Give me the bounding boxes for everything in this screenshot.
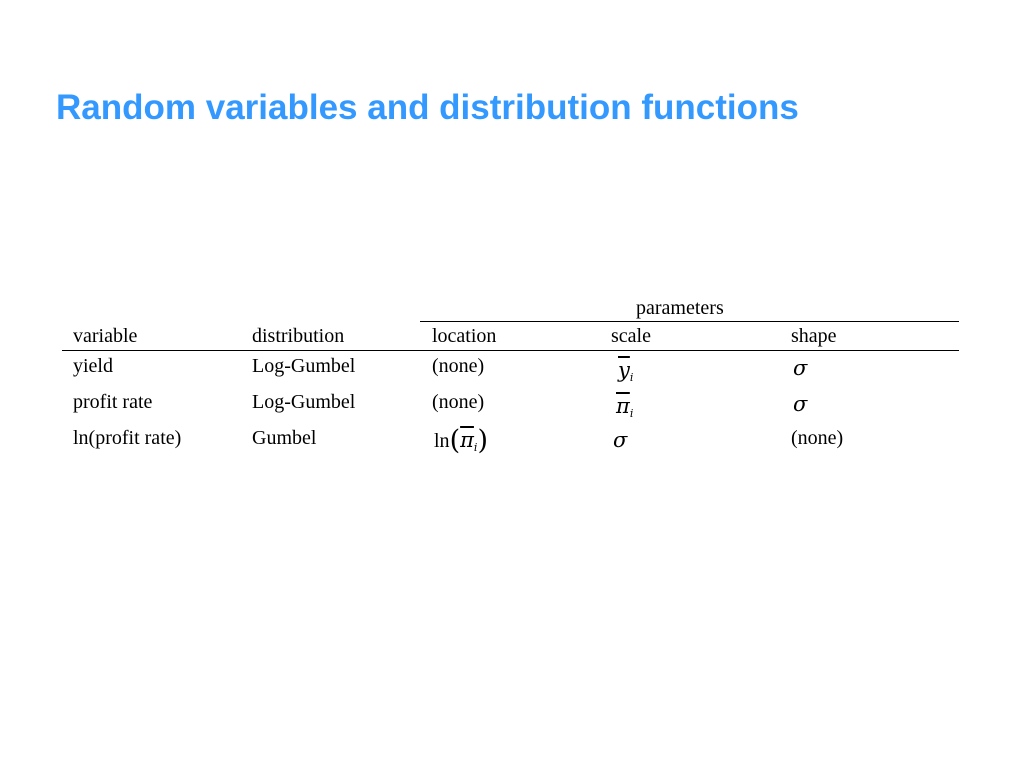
header-distribution: distribution xyxy=(252,325,345,347)
parameters-rule xyxy=(420,321,959,322)
row-variable: yield xyxy=(73,355,113,377)
row-shape: (none) xyxy=(791,427,844,449)
scale-symbol: $\overline{\pi}$ xyxy=(616,394,630,418)
row-distribution: Log-Gumbel xyxy=(252,355,356,377)
row-variable: profit rate xyxy=(73,391,153,413)
scale-subscript: i xyxy=(629,407,634,420)
row-shape-formula: σ xyxy=(793,356,808,380)
location-symbol: $\overline{\pi}$ xyxy=(460,428,474,452)
header-rule xyxy=(62,350,959,351)
slide-title: Random variables and distribution functions xyxy=(56,88,799,127)
row-location-formula xyxy=(434,425,488,460)
row-shape-formula: σ xyxy=(793,392,808,416)
row-variable: ln(profit rate) xyxy=(73,427,182,449)
header-scale: scale xyxy=(611,325,651,347)
row-distribution: Gumbel xyxy=(252,427,317,449)
parameters-table xyxy=(62,294,959,464)
row-location: (none) xyxy=(432,391,485,413)
row-scale-formula xyxy=(618,358,633,390)
header-location: location xyxy=(432,325,497,347)
scale-symbol: $\overline{y}$ xyxy=(618,358,630,382)
location-close-paren: ) xyxy=(477,425,488,456)
row-distribution: Log-Gumbel xyxy=(252,391,356,413)
location-subscript: i xyxy=(473,441,478,454)
scale-subscript: i xyxy=(629,371,634,384)
row-scale-formula xyxy=(616,394,633,426)
header-shape: shape xyxy=(791,325,837,347)
header-variable: variable xyxy=(73,325,138,347)
row-location: (none) xyxy=(432,355,485,377)
location-open-paren: ( xyxy=(449,425,461,456)
location-fn: ln xyxy=(434,430,450,452)
header-parameters: parameters xyxy=(636,297,724,319)
row-scale-formula: σ xyxy=(613,428,628,452)
